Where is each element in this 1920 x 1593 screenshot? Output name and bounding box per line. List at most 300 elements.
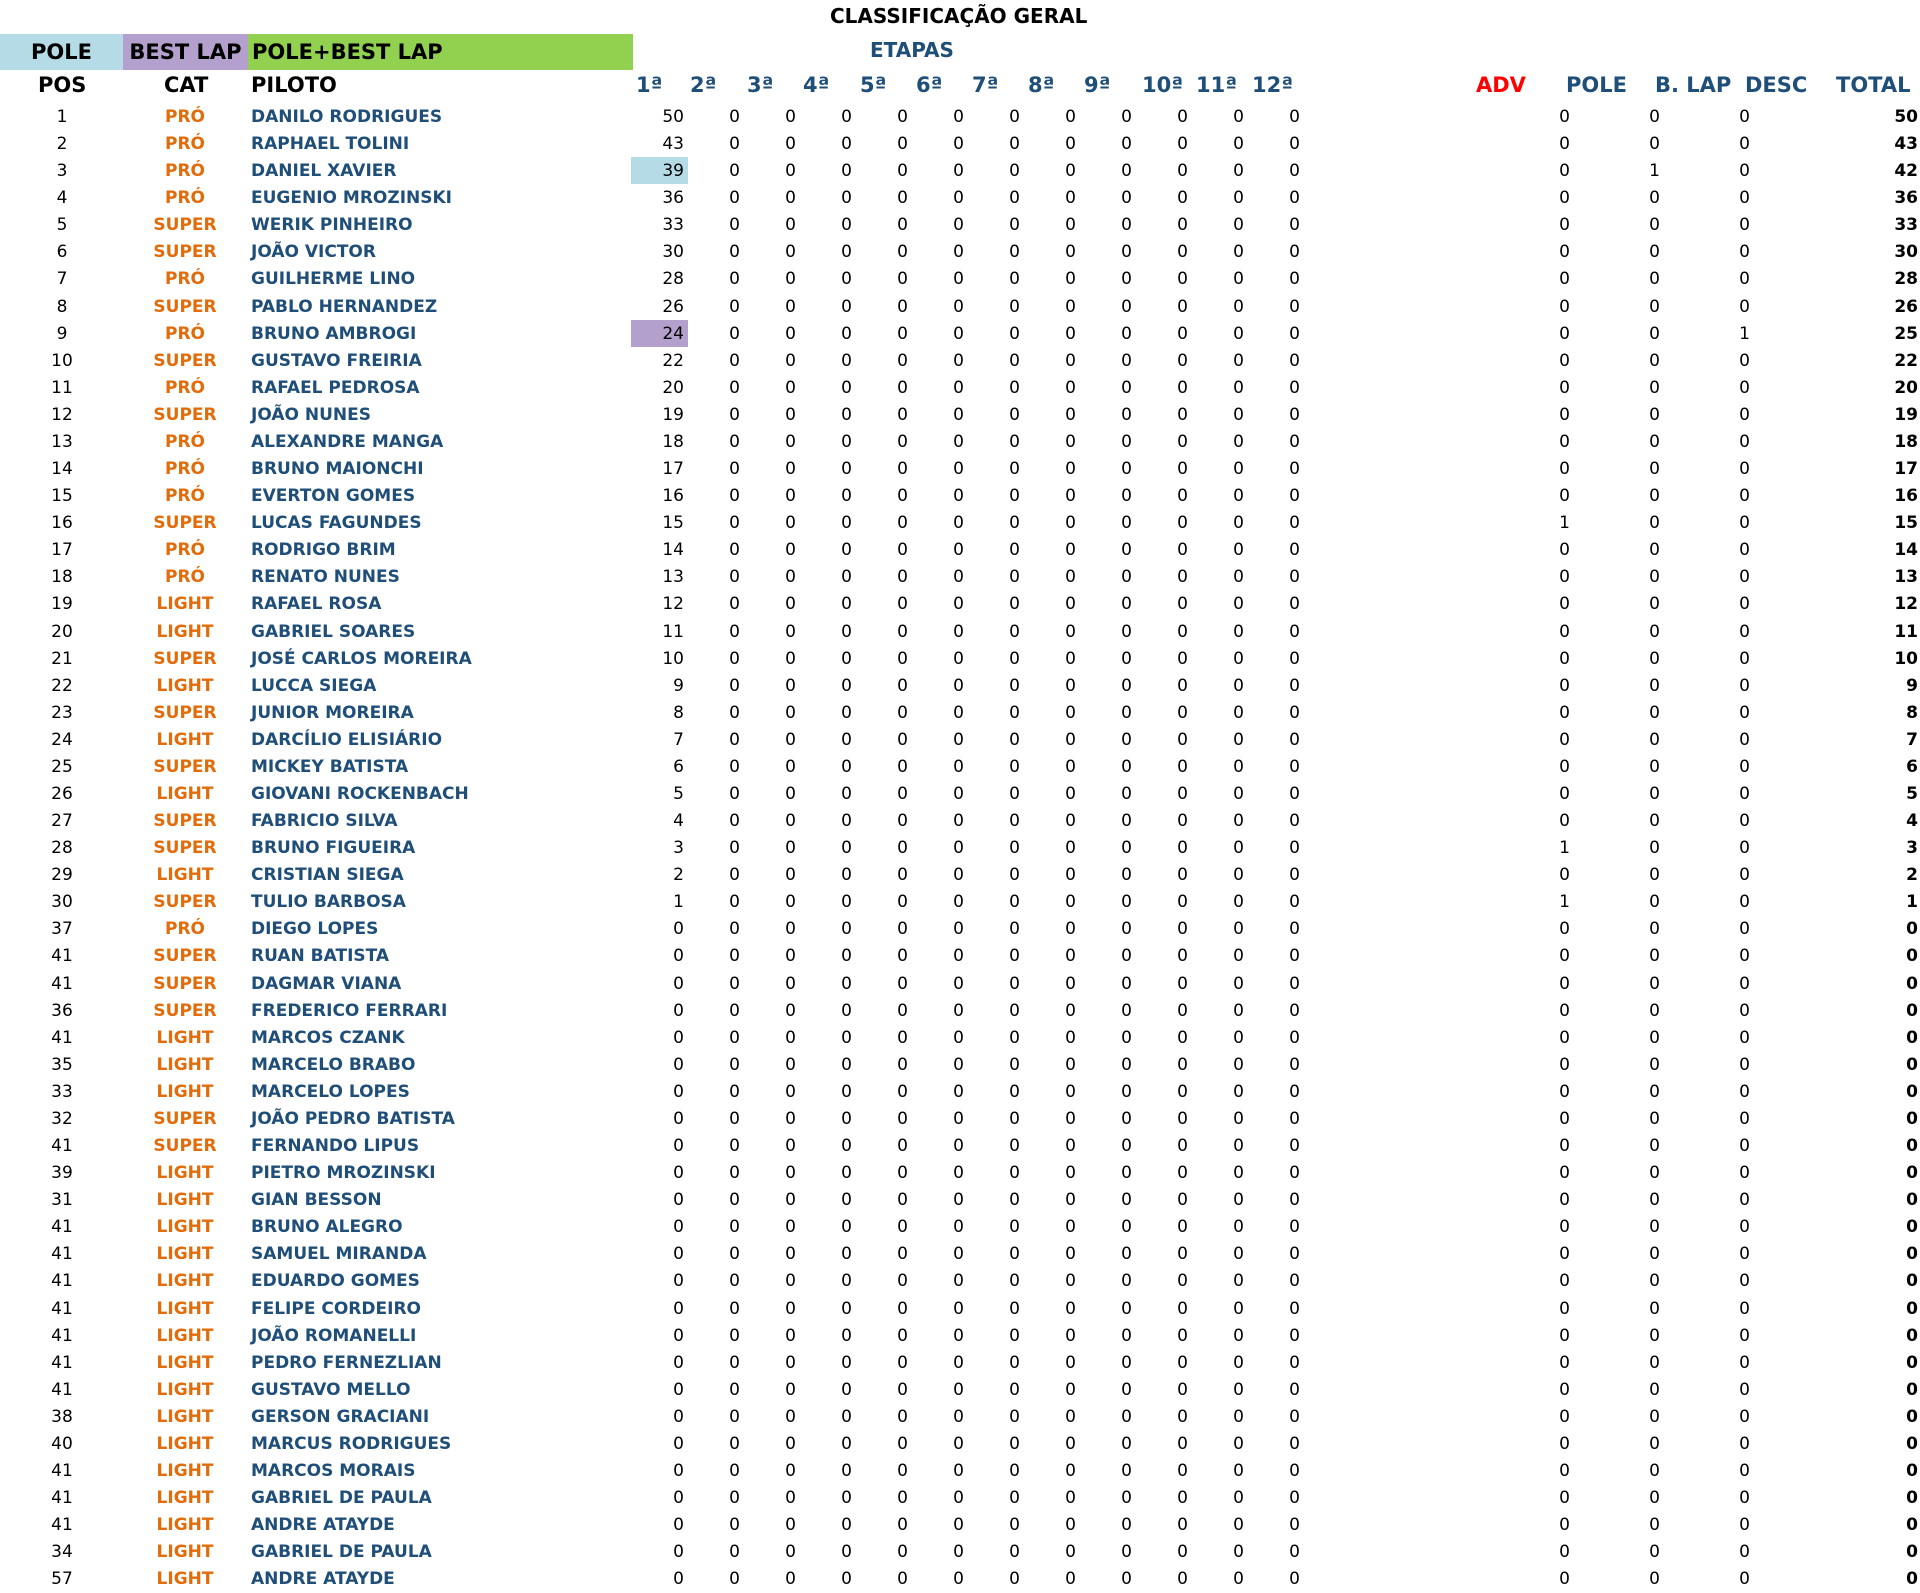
row-stage-5-points: 0 [897, 567, 908, 588]
row-total: 9 [1906, 675, 1918, 696]
row-stage-8-points: 0 [1065, 919, 1076, 940]
row-stage-2-points: 0 [729, 431, 740, 452]
row-best-lap: 0 [1739, 702, 1750, 723]
header-desc: DESC [1745, 73, 1808, 97]
row-pole: 0 [1649, 621, 1660, 642]
row-stage-9-points: 0 [1121, 242, 1132, 263]
row-stage-7-points: 0 [1009, 1325, 1020, 1346]
row-best-lap: 0 [1739, 784, 1750, 804]
row-stage-12-points: 0 [1289, 1027, 1300, 1048]
row-stage-1-points: 7 [673, 729, 684, 750]
row-total: 0 [1906, 1000, 1918, 1021]
row-stage-2-points: 0 [729, 134, 740, 155]
row-pole: 0 [1649, 919, 1660, 940]
row-total: 0 [1906, 1379, 1918, 1400]
row-stage-6-points: 0 [953, 513, 964, 534]
row-adv: 0 [1559, 1163, 1570, 1184]
row-stage-12-points: 0 [1289, 1163, 1300, 1184]
row-stage-1-points: 0 [673, 1569, 684, 1590]
row-stage-11-points: 0 [1233, 1190, 1244, 1211]
row-stage-5-points: 0 [897, 1081, 908, 1102]
row-stage-10-points: 0 [1177, 377, 1188, 398]
row-stage-4-points: 0 [841, 973, 852, 994]
row-stage-12-points: 0 [1289, 107, 1300, 127]
row-stage-11-points: 0 [1233, 1406, 1244, 1427]
row-stage-7-points: 0 [1009, 1244, 1020, 1265]
row-best-lap: 0 [1739, 486, 1750, 507]
row-stage-4-points: 0 [841, 459, 852, 480]
row-stage-3-points: 0 [785, 215, 796, 236]
row-adv: 0 [1559, 215, 1570, 236]
row-stage-9-points: 0 [1121, 946, 1132, 967]
row-stage-3-points: 0 [785, 1217, 796, 1238]
row-position: 2 [56, 134, 68, 155]
header-adv: ADV [1476, 73, 1526, 97]
row-stage-3-points: 0 [785, 323, 796, 344]
row-stage-9-points: 0 [1121, 1298, 1132, 1319]
row-stage-6-points: 0 [953, 242, 964, 263]
row-stage-5-points: 0 [897, 1190, 908, 1211]
row-category: SUPER [153, 513, 217, 534]
row-adv: 0 [1559, 756, 1570, 777]
row-stage-8-points: 0 [1065, 865, 1076, 886]
row-stage-9-points: 0 [1121, 296, 1132, 317]
row-pilot-name: BRUNO FIGUEIRA [251, 838, 416, 859]
row-pilot-name: GUSTAVO FREIRIA [251, 350, 422, 371]
row-total: 0 [1906, 1406, 1918, 1427]
row-stage-8-points: 0 [1065, 1271, 1076, 1292]
row-stage-1-points: 0 [673, 1163, 684, 1184]
row-stage-10-points: 0 [1177, 1406, 1188, 1427]
row-stage-1-points: 0 [673, 1054, 684, 1075]
row-stage-5-points: 0 [897, 323, 908, 344]
row-stage-8-points: 0 [1065, 1081, 1076, 1102]
row-best-lap: 0 [1739, 892, 1750, 913]
row-stage-5-points: 0 [897, 784, 908, 804]
row-stage-8-points: 0 [1065, 702, 1076, 723]
row-adv: 0 [1559, 675, 1570, 696]
row-stage-9-points: 0 [1121, 973, 1132, 994]
row-stage-1-points: 36 [662, 188, 684, 209]
row-stage-4-points: 0 [841, 675, 852, 696]
row-stage-1-points: 28 [662, 269, 684, 290]
row-adv: 0 [1559, 1027, 1570, 1048]
row-stage-9-points: 0 [1121, 621, 1132, 642]
row-stage-10-points: 0 [1177, 811, 1188, 832]
row-best-lap: 0 [1739, 350, 1750, 371]
row-total: 0 [1906, 1569, 1918, 1590]
row-total: 0 [1906, 1298, 1918, 1319]
row-stage-9-points: 0 [1121, 1244, 1132, 1265]
row-adv: 0 [1559, 404, 1570, 425]
row-adv: 0 [1559, 350, 1570, 371]
row-total: 25 [1894, 323, 1918, 344]
row-best-lap: 0 [1739, 1000, 1750, 1021]
row-stage-10-points: 0 [1177, 1190, 1188, 1211]
row-stage-7-points: 0 [1009, 1136, 1020, 1157]
row-stage-10-points: 0 [1177, 1461, 1188, 1481]
row-best-lap: 0 [1739, 1027, 1750, 1048]
row-best-lap: 0 [1739, 513, 1750, 534]
row-position: 41 [51, 946, 73, 967]
row-position: 24 [51, 729, 73, 750]
row-position: 17 [51, 540, 73, 561]
row-stage-4-points: 0 [841, 188, 852, 209]
row-category: PRÓ [164, 269, 205, 290]
row-stage-11-points: 0 [1233, 323, 1244, 344]
row-adv: 0 [1559, 188, 1570, 209]
row-total: 30 [1894, 242, 1918, 263]
row-stage-3-points: 0 [785, 1352, 796, 1373]
row-pilot-name: CRISTIAN SIEGA [251, 865, 404, 886]
row-adv: 0 [1559, 567, 1570, 588]
row-pole: 0 [1649, 431, 1660, 452]
row-stage-11-points: 0 [1233, 1542, 1244, 1563]
row-pilot-name: MARCOS MORAIS [251, 1461, 416, 1481]
row-stage-2-points: 0 [729, 811, 740, 832]
row-category: LIGHT [156, 1271, 214, 1292]
row-category: SUPER [153, 404, 217, 425]
row-pilot-name: DAGMAR VIANA [251, 973, 402, 994]
row-total: 0 [1906, 1461, 1918, 1481]
row-stage-7-points: 0 [1009, 242, 1020, 263]
row-stage-10-points: 0 [1177, 540, 1188, 561]
row-stage-12-points: 0 [1289, 431, 1300, 452]
row-stage-4-points: 0 [841, 648, 852, 669]
row-position: 41 [51, 1217, 73, 1238]
row-stage-1-points: 0 [673, 946, 684, 967]
row-pilot-name: BRUNO ALEGRO [251, 1217, 403, 1238]
row-category: LIGHT [156, 729, 214, 750]
row-stage-6-points: 0 [953, 729, 964, 750]
row-position: 36 [51, 1000, 73, 1021]
row-stage-2-points: 0 [729, 919, 740, 940]
row-stage-7-points: 0 [1009, 107, 1020, 127]
row-stage-5-points: 0 [897, 377, 908, 398]
row-position: 6 [56, 242, 68, 263]
row-category: LIGHT [156, 1542, 214, 1563]
row-category: LIGHT [156, 1163, 214, 1184]
row-stage-8-points: 0 [1065, 242, 1076, 263]
row-stage-7-points: 0 [1009, 594, 1020, 615]
row-position: 12 [51, 404, 73, 425]
row-stage-1-points: 4 [673, 811, 684, 832]
row-stage-1-points: 0 [673, 1298, 684, 1319]
row-stage-9-points: 0 [1121, 188, 1132, 209]
row-pole: 0 [1649, 838, 1660, 859]
row-stage-6-points: 0 [953, 215, 964, 236]
row-stage-2-points: 0 [729, 838, 740, 859]
row-stage-11-points: 0 [1233, 1054, 1244, 1075]
row-stage-2-points: 0 [729, 188, 740, 209]
row-stage-7-points: 0 [1009, 1054, 1020, 1075]
row-stage-4-points: 0 [841, 404, 852, 425]
row-stage-2-points: 0 [729, 892, 740, 913]
row-stage-9-points: 0 [1121, 919, 1132, 940]
row-stage-11-points: 0 [1233, 269, 1244, 290]
row-adv: 0 [1559, 242, 1570, 263]
row-stage-12-points: 0 [1289, 1406, 1300, 1427]
row-best-lap: 0 [1739, 1244, 1750, 1265]
row-total: 0 [1906, 1244, 1918, 1265]
row-stage-7-points: 0 [1009, 648, 1020, 669]
row-stage-6-points: 0 [953, 1379, 964, 1400]
row-stage-12-points: 0 [1289, 242, 1300, 263]
row-total: 14 [1894, 540, 1918, 561]
row-best-lap: 0 [1739, 242, 1750, 263]
row-stage-9-points: 0 [1121, 1000, 1132, 1021]
row-stage-5-points: 0 [897, 1325, 908, 1346]
row-stage-2-points: 0 [729, 1488, 740, 1509]
row-stage-11-points: 0 [1233, 1461, 1244, 1481]
row-stage-10-points: 0 [1177, 594, 1188, 615]
row-stage-11-points: 0 [1233, 1163, 1244, 1184]
row-stage-3-points: 0 [785, 1000, 796, 1021]
row-stage-4-points: 0 [841, 1461, 852, 1481]
row-pole: 0 [1649, 973, 1660, 994]
row-stage-5-points: 0 [897, 215, 908, 236]
row-stage-5-points: 0 [897, 865, 908, 886]
row-stage-3-points: 0 [785, 648, 796, 669]
row-position: 3 [56, 161, 68, 182]
row-stage-2-points: 0 [729, 161, 740, 182]
row-stage-9-points: 0 [1121, 1054, 1132, 1075]
row-stage-12-points: 0 [1289, 838, 1300, 859]
row-stage-11-points: 0 [1233, 811, 1244, 832]
row-stage-6-points: 0 [953, 567, 964, 588]
row-position: 39 [51, 1163, 73, 1184]
row-adv: 0 [1559, 134, 1570, 155]
row-stage-10-points: 0 [1177, 513, 1188, 534]
row-stage-1-points: 0 [673, 1190, 684, 1211]
row-stage-9-points: 0 [1121, 1190, 1132, 1211]
row-stage-12-points: 0 [1289, 1488, 1300, 1509]
row-stage-12-points: 0 [1289, 1461, 1300, 1481]
row-category: LIGHT [156, 594, 214, 615]
row-total: 3 [1906, 838, 1918, 859]
row-stage-4-points: 0 [841, 1054, 852, 1075]
row-stage-1-points: 5 [673, 784, 684, 804]
row-stage-10-points: 0 [1177, 1379, 1188, 1400]
row-adv: 0 [1559, 729, 1570, 750]
row-position: 35 [51, 1054, 73, 1075]
row-stage-10-points: 0 [1177, 1027, 1188, 1048]
row-stage-11-points: 0 [1233, 1244, 1244, 1265]
row-total: 33 [1894, 215, 1918, 236]
row-stage-8-points: 0 [1065, 350, 1076, 371]
row-stage-5-points: 0 [897, 1569, 908, 1590]
row-stage-12-points: 0 [1289, 729, 1300, 750]
row-pole: 0 [1649, 188, 1660, 209]
row-stage-5-points: 0 [897, 107, 908, 127]
row-stage-1-points: 17 [662, 459, 684, 480]
row-best-lap: 0 [1739, 1488, 1750, 1509]
row-category: PRÓ [164, 567, 205, 588]
row-stage-11-points: 0 [1233, 1298, 1244, 1319]
row-stage-11-points: 0 [1233, 621, 1244, 642]
row-stage-11-points: 0 [1233, 486, 1244, 507]
row-total: 17 [1894, 459, 1918, 480]
row-position: 41 [51, 973, 73, 994]
row-adv: 0 [1559, 107, 1570, 127]
row-stage-3-points: 0 [785, 621, 796, 642]
row-pilot-name: RUAN BATISTA [251, 946, 390, 967]
row-stage-8-points: 0 [1065, 1000, 1076, 1021]
row-stage-8-points: 0 [1065, 431, 1076, 452]
row-pilot-name: PABLO HERNANDEZ [251, 296, 438, 317]
row-stage-7-points: 0 [1009, 1515, 1020, 1536]
row-stage-5-points: 0 [897, 540, 908, 561]
row-stage-3-points: 0 [785, 756, 796, 777]
row-stage-10-points: 0 [1177, 1515, 1188, 1536]
row-pole: 0 [1649, 1271, 1660, 1292]
row-stage-10-points: 0 [1177, 431, 1188, 452]
row-pilot-name: GIOVANI ROCKENBACH [251, 784, 469, 804]
row-category: LIGHT [156, 1244, 214, 1265]
row-stage-6-points: 0 [953, 811, 964, 832]
row-best-lap: 0 [1739, 161, 1750, 182]
row-pole: 0 [1649, 865, 1660, 886]
row-stage-5-points: 0 [897, 1136, 908, 1157]
row-stage-1-points: 0 [673, 1542, 684, 1563]
row-pilot-name: DARCÍLIO ELISIÁRIO [251, 729, 443, 750]
row-stage-12-points: 0 [1289, 1271, 1300, 1292]
row-category: LIGHT [156, 1325, 214, 1346]
row-category: LIGHT [156, 675, 214, 696]
row-stage-1-points: 0 [673, 1515, 684, 1536]
row-stage-10-points: 0 [1177, 946, 1188, 967]
row-category: SUPER [153, 946, 217, 967]
row-stage-9-points: 0 [1121, 1515, 1132, 1536]
row-stage-4-points: 0 [841, 1271, 852, 1292]
row-stage-5-points: 0 [897, 242, 908, 263]
row-adv: 0 [1559, 1081, 1570, 1102]
row-stage-6-points: 0 [953, 1027, 964, 1048]
row-category: PRÓ [164, 377, 205, 398]
row-stage-11-points: 0 [1233, 919, 1244, 940]
row-stage-1-points: 11 [662, 621, 684, 642]
row-stage-10-points: 0 [1177, 215, 1188, 236]
row-stage-1-points: 12 [662, 594, 684, 615]
row-stage-3-points: 0 [785, 1542, 796, 1563]
row-stage-7-points: 0 [1009, 621, 1020, 642]
row-best-lap: 0 [1739, 1108, 1750, 1129]
row-stage-2-points: 0 [729, 1461, 740, 1481]
row-stage-2-points: 0 [729, 1325, 740, 1346]
row-best-lap: 0 [1739, 1081, 1750, 1102]
row-stage-6-points: 0 [953, 1488, 964, 1509]
row-adv: 0 [1559, 946, 1570, 967]
row-best-lap: 0 [1739, 865, 1750, 886]
row-stage-7-points: 0 [1009, 1298, 1020, 1319]
row-stage-9-points: 0 [1121, 838, 1132, 859]
row-stage-12-points: 0 [1289, 1190, 1300, 1211]
row-total: 13 [1894, 567, 1918, 588]
header-stage-7: 7ª [972, 73, 999, 97]
row-stage-5-points: 0 [897, 161, 908, 182]
row-stage-12-points: 0 [1289, 973, 1300, 994]
row-pole: 0 [1649, 567, 1660, 588]
row-stage-4-points: 0 [841, 1000, 852, 1021]
row-adv: 0 [1559, 1406, 1570, 1427]
row-stage-7-points: 0 [1009, 675, 1020, 696]
row-category: SUPER [153, 756, 217, 777]
row-stage-3-points: 0 [785, 1108, 796, 1129]
row-pole: 0 [1649, 1406, 1660, 1427]
row-stage-5-points: 0 [897, 1108, 908, 1129]
row-pole: 0 [1649, 1217, 1660, 1238]
row-stage-3-points: 0 [785, 946, 796, 967]
header-stage-3: 3ª [747, 73, 774, 97]
row-stage-7-points: 0 [1009, 459, 1020, 480]
row-stage-2-points: 0 [729, 296, 740, 317]
row-position: 33 [51, 1081, 73, 1102]
row-stage-4-points: 0 [841, 1569, 852, 1590]
row-pilot-name: TULIO BARBOSA [251, 892, 406, 913]
row-best-lap: 0 [1739, 1163, 1750, 1184]
row-stage-2-points: 0 [729, 269, 740, 290]
header-blap: B. LAP [1655, 73, 1732, 97]
row-stage-9-points: 0 [1121, 648, 1132, 669]
row-adv: 0 [1559, 377, 1570, 398]
row-stage-1-points: 43 [662, 134, 684, 155]
header-stage-2: 2ª [690, 73, 717, 97]
header-piloto: PILOTO [251, 73, 337, 97]
row-stage-4-points: 0 [841, 323, 852, 344]
row-position: 23 [51, 702, 73, 723]
row-stage-1-points: 0 [673, 1081, 684, 1102]
row-stage-6-points: 0 [953, 784, 964, 804]
row-stage-10-points: 0 [1177, 1163, 1188, 1184]
row-stage-2-points: 0 [729, 1515, 740, 1536]
row-stage-10-points: 0 [1177, 756, 1188, 777]
row-stage-7-points: 0 [1009, 865, 1020, 886]
row-adv: 0 [1559, 865, 1570, 886]
row-category: LIGHT [156, 621, 214, 642]
row-stage-10-points: 0 [1177, 973, 1188, 994]
row-stage-11-points: 0 [1233, 1569, 1244, 1590]
row-pole: 0 [1649, 296, 1660, 317]
row-stage-11-points: 0 [1233, 188, 1244, 209]
row-adv: 0 [1559, 1217, 1570, 1238]
row-stage-6-points: 0 [953, 1244, 964, 1265]
row-stage-8-points: 0 [1065, 1379, 1076, 1400]
row-stage-8-points: 0 [1065, 1433, 1076, 1454]
row-category: SUPER [153, 811, 217, 832]
row-stage-11-points: 0 [1233, 296, 1244, 317]
row-stage-4-points: 0 [841, 161, 852, 182]
row-stage-5-points: 0 [897, 459, 908, 480]
row-pilot-name: FREDERICO FERRARI [251, 1000, 448, 1021]
row-stage-8-points: 0 [1065, 1461, 1076, 1481]
row-stage-7-points: 0 [1009, 1488, 1020, 1509]
row-stage-8-points: 0 [1065, 1163, 1076, 1184]
row-stage-1-points: 22 [662, 350, 684, 371]
row-stage-9-points: 0 [1121, 784, 1132, 804]
row-stage-10-points: 0 [1177, 486, 1188, 507]
row-stage-5-points: 0 [897, 621, 908, 642]
row-stage-8-points: 0 [1065, 134, 1076, 155]
row-category: LIGHT [156, 1298, 214, 1319]
row-position: 27 [51, 811, 73, 832]
row-stage-3-points: 0 [785, 1190, 796, 1211]
row-adv: 0 [1559, 1569, 1570, 1590]
row-adv: 0 [1559, 1000, 1570, 1021]
row-stage-9-points: 0 [1121, 1461, 1132, 1481]
row-stage-4-points: 0 [841, 377, 852, 398]
row-position: 25 [51, 756, 73, 777]
row-stage-4-points: 0 [841, 1406, 852, 1427]
